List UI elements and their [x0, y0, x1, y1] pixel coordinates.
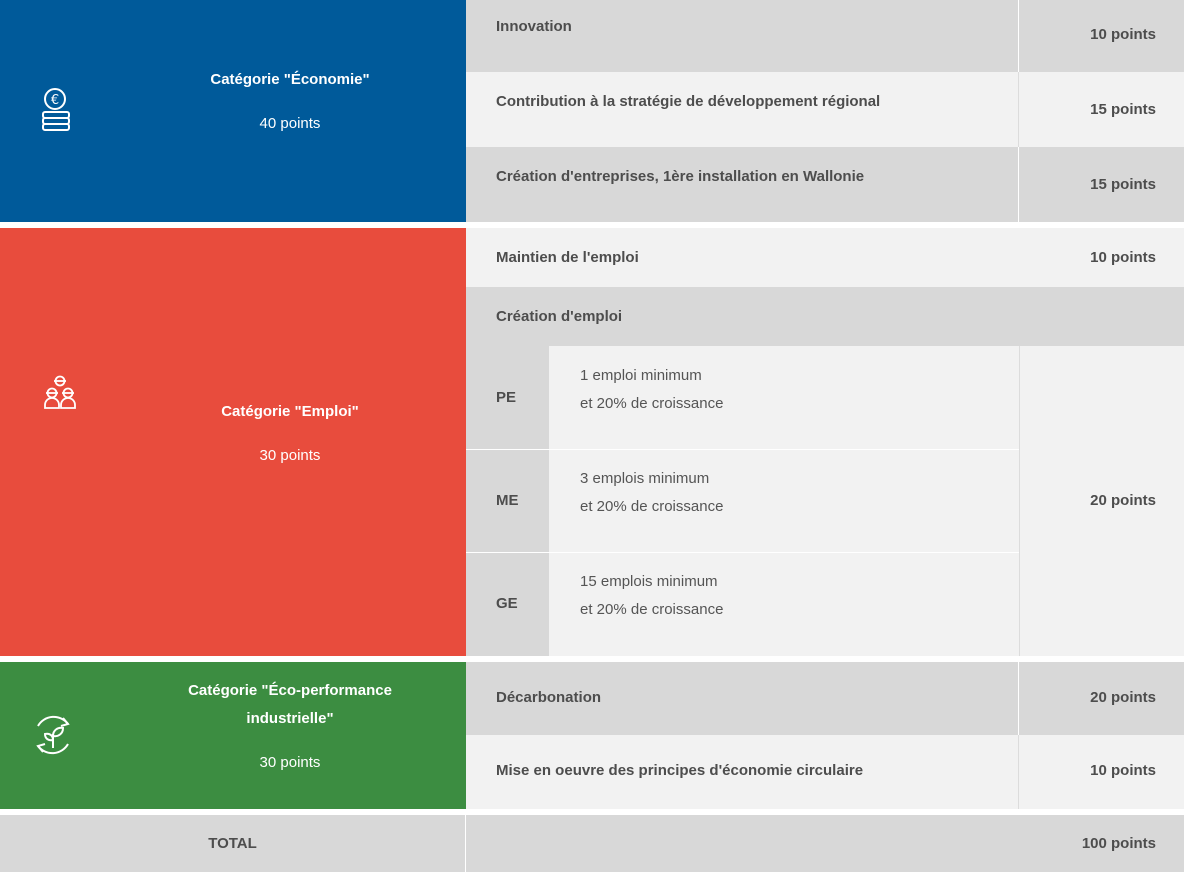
row-points: 15 points: [1090, 176, 1156, 193]
total-label: TOTAL: [208, 835, 257, 852]
size-code: GE: [496, 595, 518, 612]
row-label: Innovation: [496, 18, 572, 35]
row-points: 10 points: [1090, 762, 1156, 779]
row-innovation: [466, 0, 1184, 72]
category-points: 30 points: [259, 447, 321, 464]
category-eco-performance: [0, 662, 466, 809]
size-row-pe: [466, 346, 1019, 449]
divider: [1018, 735, 1019, 809]
row-label: Décarbonation: [496, 689, 602, 706]
row-maintien: [466, 228, 1184, 287]
row-points: 15 points: [1090, 101, 1156, 118]
category-title-line-2: industrielle": [246, 710, 334, 727]
total-points-cell: [466, 815, 1184, 872]
divider: [1018, 72, 1019, 147]
recycle-plant-icon: [30, 712, 76, 763]
row-label: Maintien de l'emploi: [496, 249, 639, 266]
row-decarbonation: [466, 662, 1184, 735]
row-creation-emploi: [466, 287, 1184, 346]
category-economie: [0, 0, 466, 222]
size-line-1: 1 emploi minimum: [580, 367, 702, 384]
size-code: ME: [496, 492, 519, 509]
size-line-1: 3 emplois minimum: [580, 470, 710, 487]
divider: [1018, 662, 1019, 735]
row-label: Contribution à la stratégie de développement régional: [496, 93, 881, 110]
divider: [1018, 0, 1019, 72]
category-points: 30 points: [259, 754, 321, 771]
row-label: Création d'entreprises, 1ère installation en Wallonie: [496, 168, 865, 185]
divider: [1018, 147, 1019, 222]
row-label: Mise en oeuvre des principes d'économie circulaire: [496, 762, 864, 779]
size-row-ge: [466, 553, 1019, 656]
category-emploi: [0, 228, 466, 656]
size-code: PE: [496, 389, 517, 406]
euro-coins-icon: [38, 87, 74, 140]
total-points: 100 points: [1081, 835, 1156, 852]
row-circulaire: [466, 735, 1184, 809]
row-creation-entreprises: [466, 147, 1184, 222]
row-points: 10 points: [1090, 26, 1156, 43]
size-line-2: et 20% de croissance: [580, 395, 724, 412]
category-title: Catégorie "Emploi": [221, 403, 359, 420]
size-line-2: et 20% de croissance: [580, 498, 724, 515]
row-points: 10 points: [1090, 249, 1156, 266]
row-points: 20 points: [1090, 689, 1156, 706]
row-strategie: [466, 72, 1184, 147]
total-label-cell: [0, 815, 465, 872]
category-title: Catégorie "Économie": [210, 71, 370, 88]
workers-icon: [42, 374, 78, 415]
row-label: Création d'emploi: [496, 308, 623, 325]
size-line-1: 15 emplois minimum: [580, 573, 718, 590]
size-line-2: et 20% de croissance: [580, 601, 724, 618]
creation-emploi-points: 20 points: [1090, 492, 1156, 509]
category-title-line-1: Catégorie "Éco-performance: [188, 682, 392, 699]
size-row-me: [466, 450, 1019, 552]
svg-text:€: €: [50, 93, 60, 108]
category-points: 40 points: [259, 115, 321, 132]
